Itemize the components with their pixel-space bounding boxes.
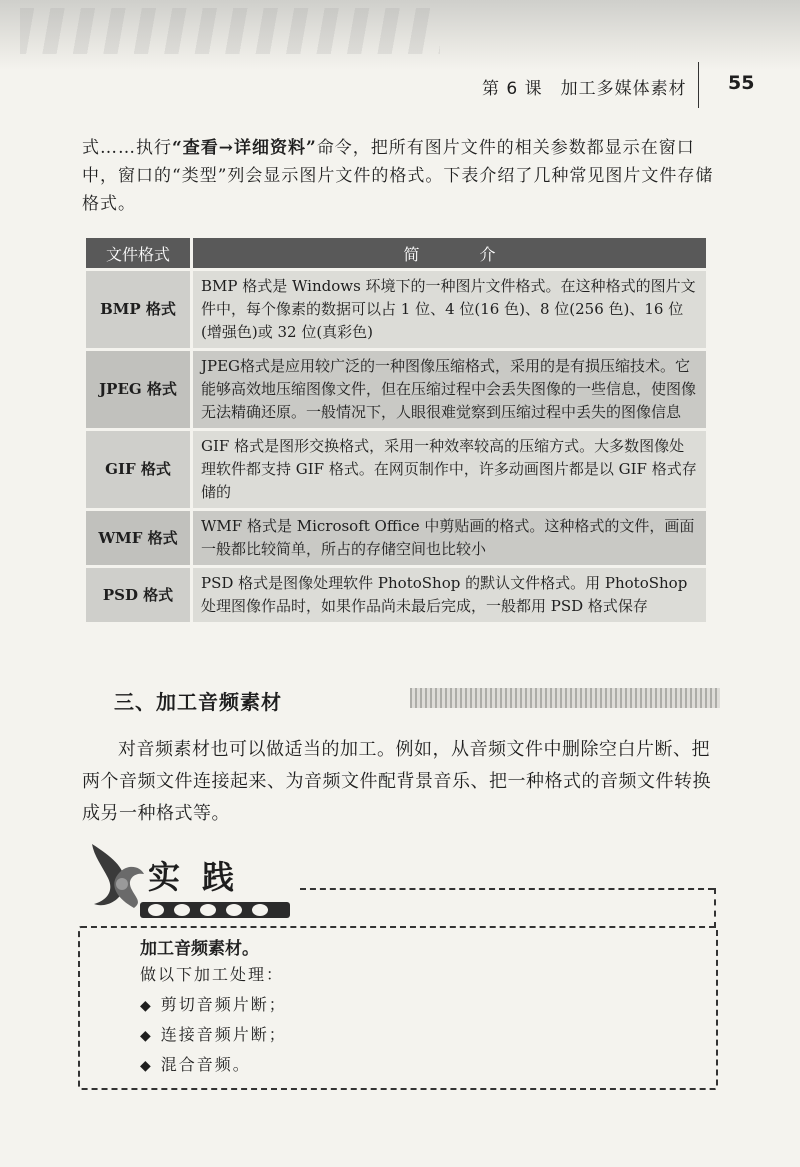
bead-icon (252, 904, 268, 916)
table-row (86, 270, 706, 350)
practice-list-item (140, 1022, 287, 1045)
intro-paragraph (82, 134, 722, 218)
practice-item-text: 连接音频片断； (160, 1025, 287, 1044)
practice-box-right-border (714, 888, 716, 928)
table-row (86, 567, 706, 623)
section-title-decoration (410, 688, 720, 708)
format-desc: BMP 格式是 Windows 环境下的一种图片文件格式。在这种格式的图片文件中，每个像素的数据可以占 1 位、4 位(16 色)、8 位(256 色)、16 位(增强色)或 32 位(真彩色) (192, 270, 707, 350)
bead-icon (174, 904, 190, 916)
table-header-intro: 简介 (192, 238, 707, 270)
format-desc: PSD 格式是图像处理软件 PhotoShop 的默认文件格式。用 PhotoShop 处理图像作品时，如果作品尚未最后完成，一般都用 PSD 格式保存 (192, 567, 707, 623)
bead-icon (226, 904, 242, 916)
header-divider (698, 62, 699, 108)
bead-icon (200, 904, 216, 916)
table-row (86, 510, 706, 567)
table-row (86, 430, 706, 510)
practice-item-text: 混合音频。 (160, 1055, 251, 1074)
table-header-format: 文件格式 (86, 238, 192, 270)
running-header-lesson: 第 6 课 加工多媒体素材 (482, 79, 687, 99)
format-name: PSD 格式 (86, 567, 192, 623)
intro-text-2: 命令，把所有图片文件的相关参数都显示在窗口中，窗口的“类型”列会显示图片文件的格式。下表介绍了几种常见图片文件存储格式。 (82, 138, 714, 214)
practice-box-top-border (300, 888, 714, 890)
format-name: JPEG 格式 (86, 350, 192, 430)
section-title: 三、加工音频素材 (114, 690, 282, 714)
bead-icon (148, 904, 164, 916)
format-desc: WMF 格式是 Microsoft Office 中剪贴画的格式。这种格式的文件，画面一般都比较简单，所占的存储空间也比较小 (192, 510, 707, 567)
intro-text-1: 式……执行 (82, 138, 172, 158)
format-desc: JPEG格式是应用较广泛的一种图像压缩格式，采用的是有损压缩技术。它能够高效地压缩图像文件，但在压缩过程中会丢失图像的一些信息，使图像无法精确还原。一般情况下，人眼很难觉察到压缩过程中丢失的图像信息 (192, 350, 707, 430)
practice-title: 实践 (148, 858, 257, 896)
practice-bead-bar (140, 902, 290, 918)
format-name: WMF 格式 (86, 510, 192, 567)
diamond-bullet-icon: ◆ (140, 1058, 153, 1074)
practice-item-text: 剪切音频片断； (160, 995, 287, 1014)
format-desc: GIF 格式是图形交换格式，采用一种效率较高的压缩方式。大多数图像处理软件都支持 GIF 格式。在网页制作中，许多动画图片都是以 GIF 格式存储的 (192, 430, 707, 510)
diamond-bullet-icon: ◆ (140, 1028, 153, 1044)
practice-list-item (140, 1052, 251, 1075)
page-top-band (0, 0, 800, 70)
diamond-bullet-icon: ◆ (140, 998, 153, 1014)
practice-subheading: 做以下加工处理： (140, 965, 285, 984)
practice-list-item (140, 992, 287, 1015)
format-name: BMP 格式 (86, 270, 192, 350)
audio-paragraph: 对音频素材也可以做适当的加工。例如，从音频文件中删除空白片断、把两个音频文件连接起来、为音频文件配背景音乐、把一种格式的音频文件转换成另一种格式等。 (82, 739, 711, 824)
page-number: 55 (728, 72, 755, 94)
format-name: GIF 格式 (86, 430, 192, 510)
image-format-table (86, 238, 706, 622)
table-header-row (86, 238, 706, 270)
header-decoration (20, 8, 440, 54)
practice-heading: 加工音频素材。 (140, 939, 259, 959)
intro-command: “查看→详细资料” (172, 138, 317, 158)
table-row (86, 350, 706, 430)
